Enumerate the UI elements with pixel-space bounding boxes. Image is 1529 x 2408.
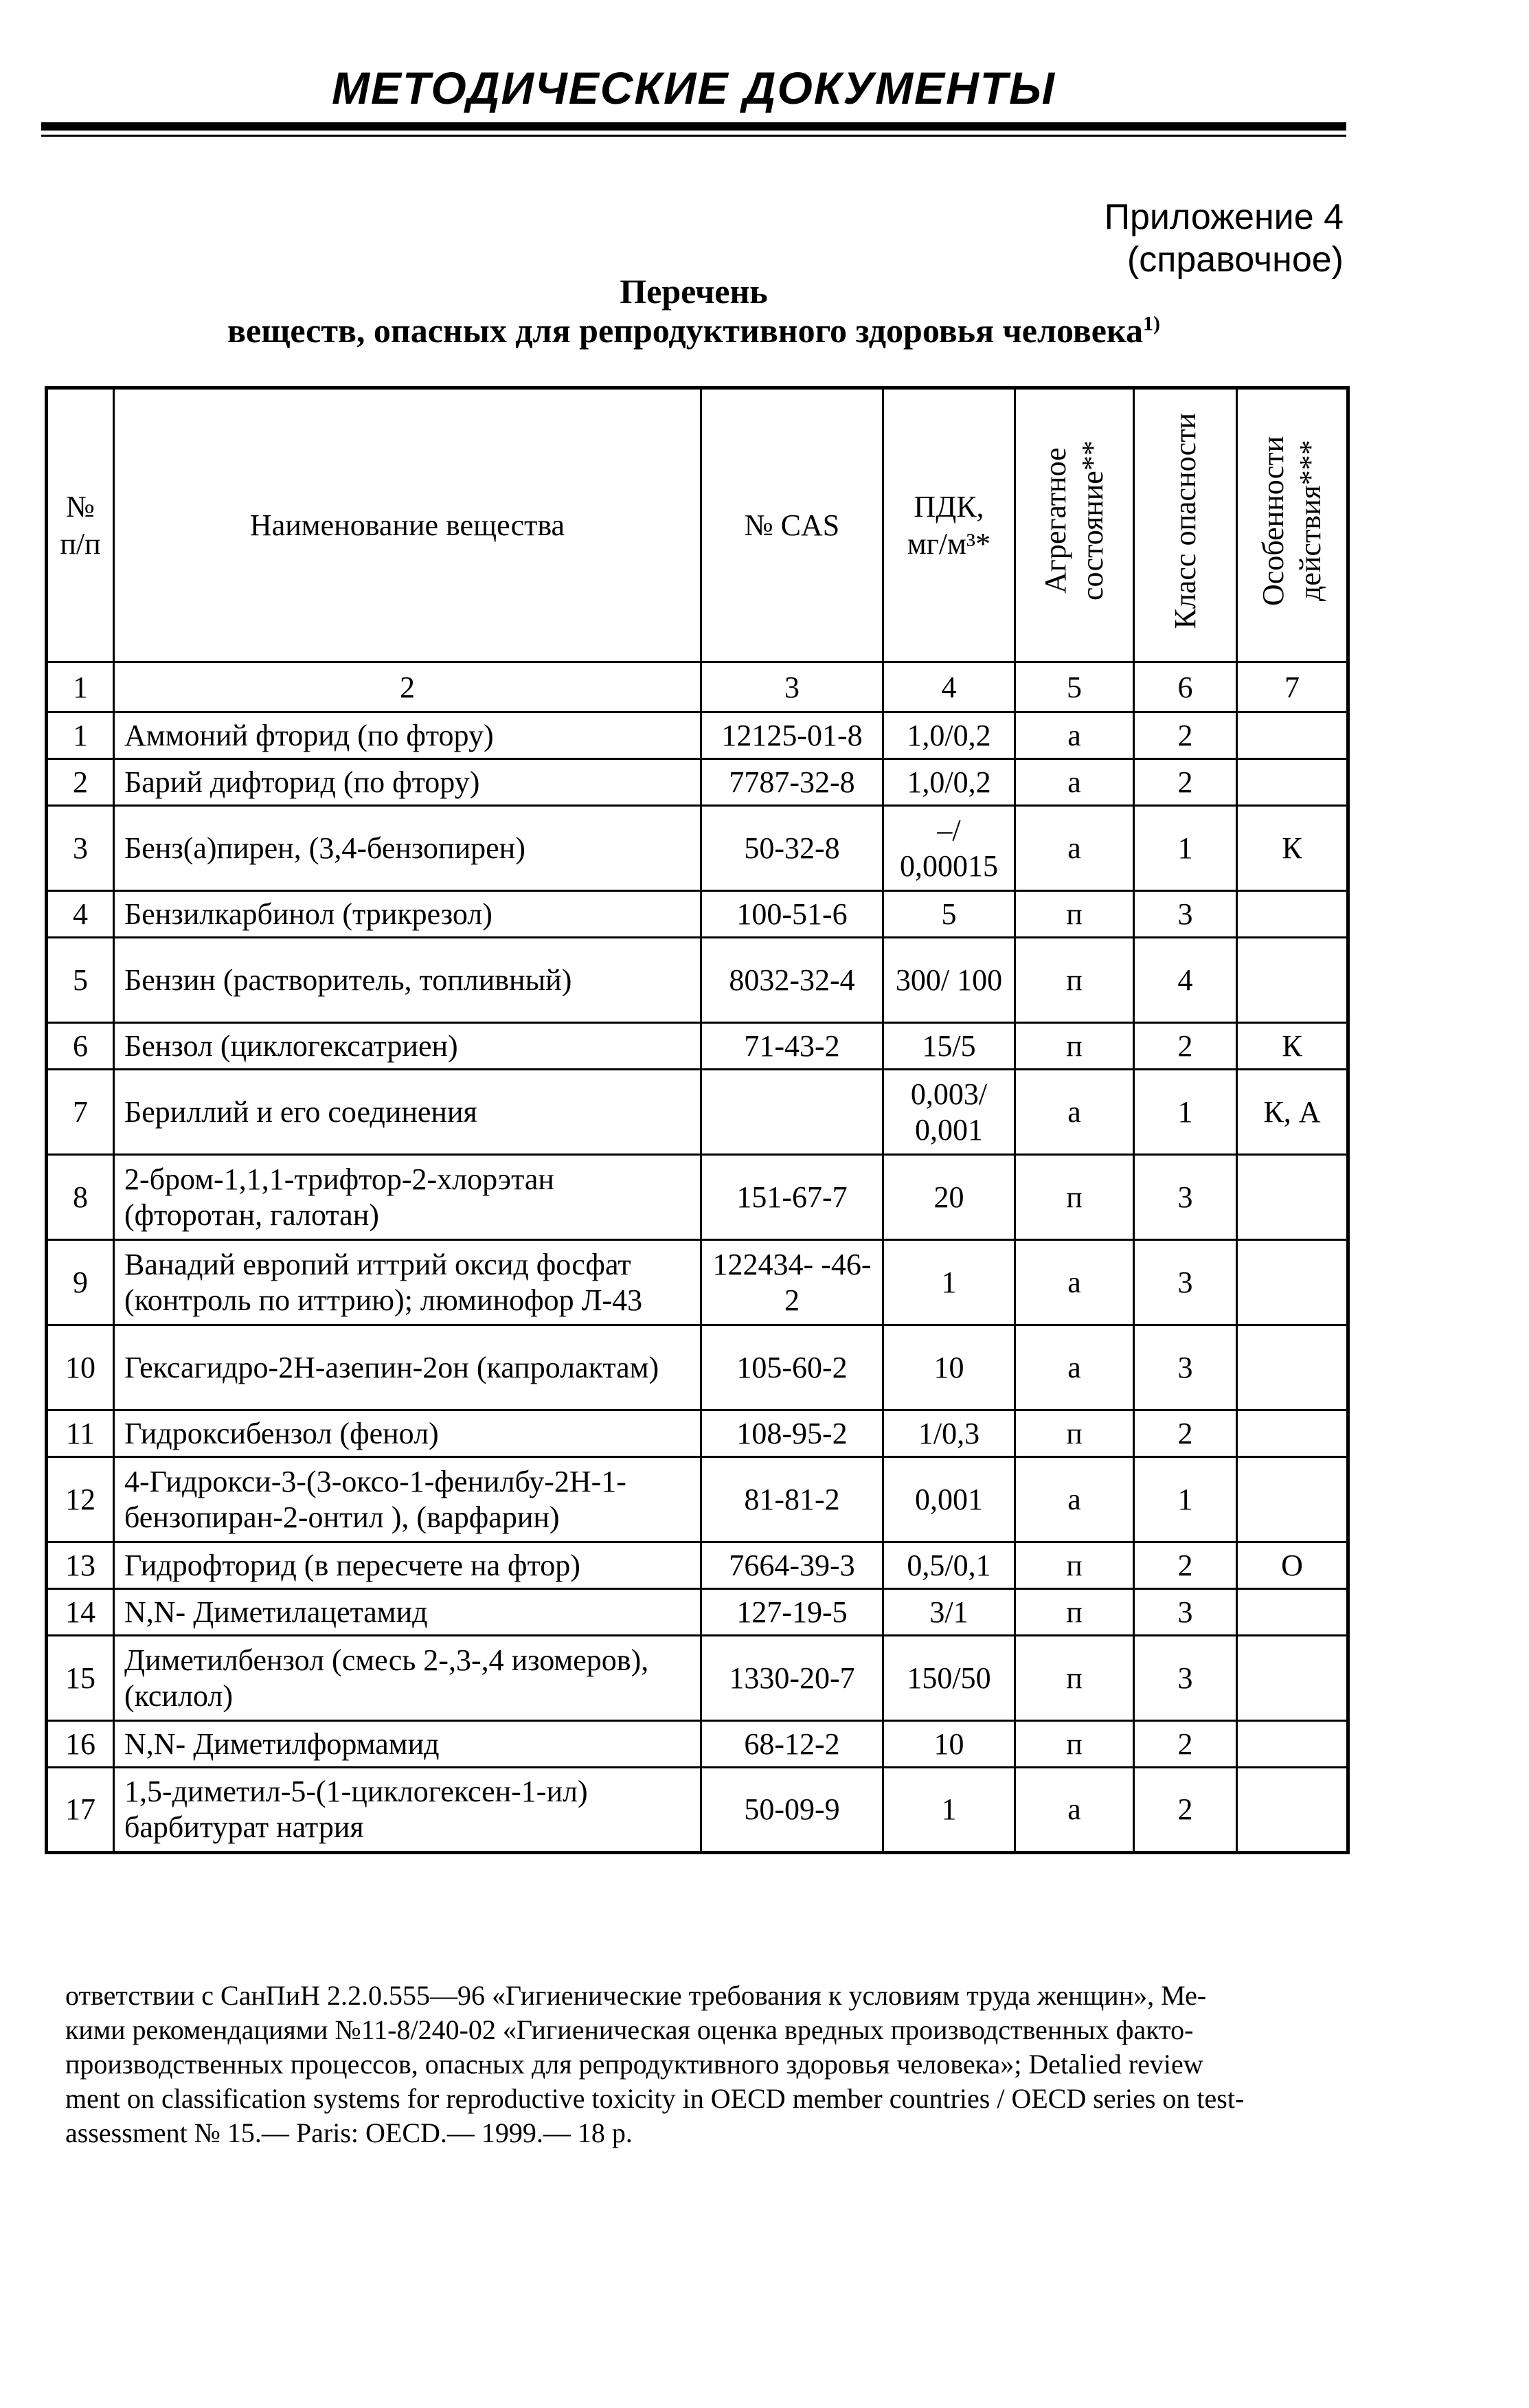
table-row bbox=[47, 1721, 1348, 1768]
cell-class: 2 bbox=[1134, 1410, 1237, 1457]
cell-cas: 1330-20-7 bbox=[701, 1636, 883, 1721]
cell-features: К bbox=[1237, 1023, 1348, 1070]
cell-features bbox=[1237, 1410, 1348, 1457]
header-features-text: Особенности действия*** bbox=[1256, 436, 1327, 606]
appendix-label bbox=[1105, 196, 1344, 281]
table-row bbox=[47, 1155, 1348, 1240]
footnote-line: ment on classification systems for reproductive toxicity in OECD member countries / OECD series on test- bbox=[65, 2083, 1245, 2114]
cell-pdk: 3/1 bbox=[883, 1589, 1015, 1636]
cell-features bbox=[1237, 1636, 1348, 1721]
cell-features bbox=[1237, 1155, 1348, 1240]
cell-name: 1,5-диметил-5-(1-циклогексен-1-ил) барбитурат натрия bbox=[114, 1768, 701, 1853]
cell-class: 2 bbox=[1134, 712, 1237, 759]
appendix-line-2: (справочное) bbox=[1126, 240, 1344, 280]
cell-num: 16 bbox=[47, 1721, 114, 1768]
cell-pdk: 10 bbox=[883, 1325, 1015, 1410]
cell-features bbox=[1237, 1240, 1348, 1325]
cell-state: п bbox=[1015, 1023, 1134, 1070]
cell-name: 2-бром-1,1,1-трифтор-2-хлорэтан (фторотан, галотан) bbox=[114, 1155, 701, 1240]
cell-name: Бензилкарбинол (трикрезол) bbox=[114, 891, 701, 938]
cell-name: Гексагидро-2Н-азепин-2он (капролактам) bbox=[114, 1325, 701, 1410]
cell-state: а bbox=[1015, 806, 1134, 891]
footnote-mark: 1) bbox=[1143, 312, 1161, 335]
cell-state: п bbox=[1015, 891, 1134, 938]
table-row bbox=[47, 1325, 1348, 1410]
cell-class: 3 bbox=[1134, 891, 1237, 938]
cell-cas: 50-32-8 bbox=[701, 806, 883, 891]
cell-features bbox=[1237, 712, 1348, 759]
footnote-line: assessment № 15.— Paris: OECD.— 1999.— 18 p. bbox=[65, 2117, 633, 2148]
cell-num: 10 bbox=[47, 1325, 114, 1410]
cell-class: 2 bbox=[1134, 759, 1237, 806]
cell-name: Гидрофторид (в пересчете на фтор) bbox=[114, 1542, 701, 1589]
cell-cas: 105-60-2 bbox=[701, 1325, 883, 1410]
cell-num: 5 bbox=[47, 938, 114, 1023]
cell-cas: 68-12-2 bbox=[701, 1721, 883, 1768]
cell-class: 1 bbox=[1134, 1070, 1237, 1155]
substances-table bbox=[45, 386, 1350, 1854]
table-row bbox=[47, 1240, 1348, 1325]
cell-class: 3 bbox=[1134, 1636, 1237, 1721]
cell-class: 3 bbox=[1134, 1589, 1237, 1636]
cell-cas: 122434- -46-2 bbox=[701, 1240, 883, 1325]
header-rule-thin bbox=[41, 135, 1346, 137]
cell-state: п bbox=[1015, 938, 1134, 1023]
cell-state: а bbox=[1015, 1240, 1134, 1325]
cell-pdk: 20 bbox=[883, 1155, 1015, 1240]
cell-pdk: 1 bbox=[883, 1768, 1015, 1853]
cell-cas: 50-09-9 bbox=[701, 1768, 883, 1853]
cell-features bbox=[1237, 1457, 1348, 1542]
cell-num: 7 bbox=[47, 1070, 114, 1155]
cell-name: Бензол (циклогексатриен) bbox=[114, 1023, 701, 1070]
header-state bbox=[1015, 388, 1134, 662]
cell-class: 2 bbox=[1134, 1542, 1237, 1589]
cell-state: п bbox=[1015, 1410, 1134, 1457]
cell-features bbox=[1237, 891, 1348, 938]
table-row bbox=[47, 806, 1348, 891]
col-number: 6 bbox=[1134, 662, 1237, 712]
table-row bbox=[47, 759, 1348, 806]
document-subtitle bbox=[41, 311, 1346, 350]
cell-state: п bbox=[1015, 1589, 1134, 1636]
table-row bbox=[47, 1768, 1348, 1853]
cell-num: 9 bbox=[47, 1240, 114, 1325]
cell-name: Барий дифторид (по фтору) bbox=[114, 759, 701, 806]
cell-num: 8 bbox=[47, 1155, 114, 1240]
page-header: МЕТОДИЧЕСКИЕ ДОКУМЕНТЫ bbox=[331, 63, 1056, 113]
cell-cas: 12125-01-8 bbox=[701, 712, 883, 759]
cell-class: 2 bbox=[1134, 1721, 1237, 1768]
table-row bbox=[47, 938, 1348, 1023]
cell-name: N,N- Диметилацетамид bbox=[114, 1589, 701, 1636]
table-row bbox=[47, 1023, 1348, 1070]
table-row bbox=[47, 1589, 1348, 1636]
cell-num: 4 bbox=[47, 891, 114, 938]
cell-pdk: 0,5/0,1 bbox=[883, 1542, 1015, 1589]
cell-cas: 7664-39-3 bbox=[701, 1542, 883, 1589]
cell-pdk: 5 bbox=[883, 891, 1015, 938]
cell-features bbox=[1237, 1325, 1348, 1410]
cell-pdk: 15/5 bbox=[883, 1023, 1015, 1070]
cell-name: Гидроксибензол (фенол) bbox=[114, 1410, 701, 1457]
col-number: 3 bbox=[701, 662, 883, 712]
cell-num: 6 bbox=[47, 1023, 114, 1070]
footnote-line: производственных процессов, опасных для репродуктивного здоровья человека»; Detalied review bbox=[65, 2049, 1203, 2080]
cell-num: 2 bbox=[47, 759, 114, 806]
cell-pdk: 1,0/0,2 bbox=[883, 759, 1015, 806]
header-pdk: ПДК, мг/м³* bbox=[883, 388, 1015, 662]
cell-class: 1 bbox=[1134, 806, 1237, 891]
footnote bbox=[65, 1979, 1350, 2150]
cell-name: N,N- Диметилформамид bbox=[114, 1721, 701, 1768]
cell-cas: 8032-32-4 bbox=[701, 938, 883, 1023]
cell-num: 15 bbox=[47, 1636, 114, 1721]
cell-num: 13 bbox=[47, 1542, 114, 1589]
cell-class: 2 bbox=[1134, 1768, 1237, 1853]
cell-name: Бериллий и его соединения bbox=[114, 1070, 701, 1155]
table-row bbox=[47, 1542, 1348, 1589]
cell-pdk: 150/50 bbox=[883, 1636, 1015, 1721]
cell-cas: 127-19-5 bbox=[701, 1589, 883, 1636]
cell-class: 3 bbox=[1134, 1155, 1237, 1240]
appendix-line-1: Приложение 4 bbox=[1104, 197, 1344, 237]
header-class-text: Класс опасности bbox=[1168, 412, 1202, 629]
cell-features bbox=[1237, 1721, 1348, 1768]
cell-class: 3 bbox=[1134, 1325, 1237, 1410]
footnote-line: ответствии с СанПиН 2.2.0.555—96 «Гигиенические требования к условиям труда женщин», Ме- bbox=[65, 1980, 1207, 2011]
header-num: № п/п bbox=[47, 388, 114, 662]
cell-class: 1 bbox=[1134, 1457, 1237, 1542]
col-number: 2 bbox=[114, 662, 701, 712]
cell-features: К bbox=[1237, 806, 1348, 891]
header-rule bbox=[41, 122, 1346, 131]
col-number: 5 bbox=[1015, 662, 1134, 712]
cell-features bbox=[1237, 1768, 1348, 1853]
cell-name: Диметилбензол (смесь 2-,3-,4 изомеров), (ксилол) bbox=[114, 1636, 701, 1721]
document-title: Перечень bbox=[620, 272, 768, 311]
col-number: 4 bbox=[883, 662, 1015, 712]
cell-features bbox=[1237, 938, 1348, 1023]
table-row bbox=[47, 1410, 1348, 1457]
cell-name: Ванадий европий иттрий оксид фосфат (контроль по иттрию); люминофор Л-43 bbox=[114, 1240, 701, 1325]
cell-state: а bbox=[1015, 759, 1134, 806]
cell-features: К, А bbox=[1237, 1070, 1348, 1155]
cell-state: п bbox=[1015, 1636, 1134, 1721]
cell-state: а bbox=[1015, 1768, 1134, 1853]
header-features bbox=[1237, 388, 1348, 662]
cell-features bbox=[1237, 759, 1348, 806]
cell-cas: 81-81-2 bbox=[701, 1457, 883, 1542]
cell-state: а bbox=[1015, 1325, 1134, 1410]
cell-num: 1 bbox=[47, 712, 114, 759]
cell-state: а bbox=[1015, 1070, 1134, 1155]
cell-pdk: 10 bbox=[883, 1721, 1015, 1768]
table-row bbox=[47, 1070, 1348, 1155]
table-row bbox=[47, 1636, 1348, 1721]
cell-features: О bbox=[1237, 1542, 1348, 1589]
cell-state: п bbox=[1015, 1721, 1134, 1768]
cell-class: 4 bbox=[1134, 938, 1237, 1023]
table-row bbox=[47, 891, 1348, 938]
cell-state: а bbox=[1015, 712, 1134, 759]
cell-state: п bbox=[1015, 1155, 1134, 1240]
cell-cas bbox=[701, 1070, 883, 1155]
header-name: Наименование вещества bbox=[114, 388, 701, 662]
cell-num: 14 bbox=[47, 1589, 114, 1636]
cell-pdk: 1/0,3 bbox=[883, 1410, 1015, 1457]
cell-name: 4-Гидрокси-3-(3-оксо-1-фенилбу-2Н-1-бензопиран-2-онтил ), (варфарин) bbox=[114, 1457, 701, 1542]
cell-name: Бензин (растворитель, топливный) bbox=[114, 938, 701, 1023]
cell-num: 11 bbox=[47, 1410, 114, 1457]
cell-class: 3 bbox=[1134, 1240, 1237, 1325]
table-row bbox=[47, 1457, 1348, 1542]
cell-num: 17 bbox=[47, 1768, 114, 1853]
cell-pdk: 1,0/0,2 bbox=[883, 712, 1015, 759]
table-row bbox=[47, 712, 1348, 759]
cell-name: Бенз(а)пирен, (3,4-бензопирен) bbox=[114, 806, 701, 891]
header-class bbox=[1134, 388, 1237, 662]
header-cas: № CAS bbox=[701, 388, 883, 662]
cell-features bbox=[1237, 1589, 1348, 1636]
cell-cas: 108-95-2 bbox=[701, 1410, 883, 1457]
cell-state: а bbox=[1015, 1457, 1134, 1542]
cell-pdk: –/ 0,00015 bbox=[883, 806, 1015, 891]
cell-pdk: 300/ 100 bbox=[883, 938, 1015, 1023]
cell-name: Аммоний фторид (по фтору) bbox=[114, 712, 701, 759]
cell-pdk: 1 bbox=[883, 1240, 1015, 1325]
cell-num: 12 bbox=[47, 1457, 114, 1542]
document-subtitle-text: веществ, опасных для репродуктивного здоровья человека bbox=[227, 311, 1144, 350]
footnote-line: кими рекомендациями №11-8/240-02 «Гигиеническая оценка вредных производственных факто- bbox=[65, 2014, 1194, 2045]
cell-state: п bbox=[1015, 1542, 1134, 1589]
header-state-text: Агрегатное состояние** bbox=[1039, 440, 1109, 601]
cell-num: 3 bbox=[47, 806, 114, 891]
col-number: 1 bbox=[47, 662, 114, 712]
cell-cas: 100-51-6 bbox=[701, 891, 883, 938]
col-number: 7 bbox=[1237, 662, 1348, 712]
cell-class: 2 bbox=[1134, 1023, 1237, 1070]
cell-cas: 151-67-7 bbox=[701, 1155, 883, 1240]
cell-pdk: 0,003/ 0,001 bbox=[883, 1070, 1015, 1155]
cell-cas: 7787-32-8 bbox=[701, 759, 883, 806]
cell-cas: 71-43-2 bbox=[701, 1023, 883, 1070]
cell-pdk: 0,001 bbox=[883, 1457, 1015, 1542]
